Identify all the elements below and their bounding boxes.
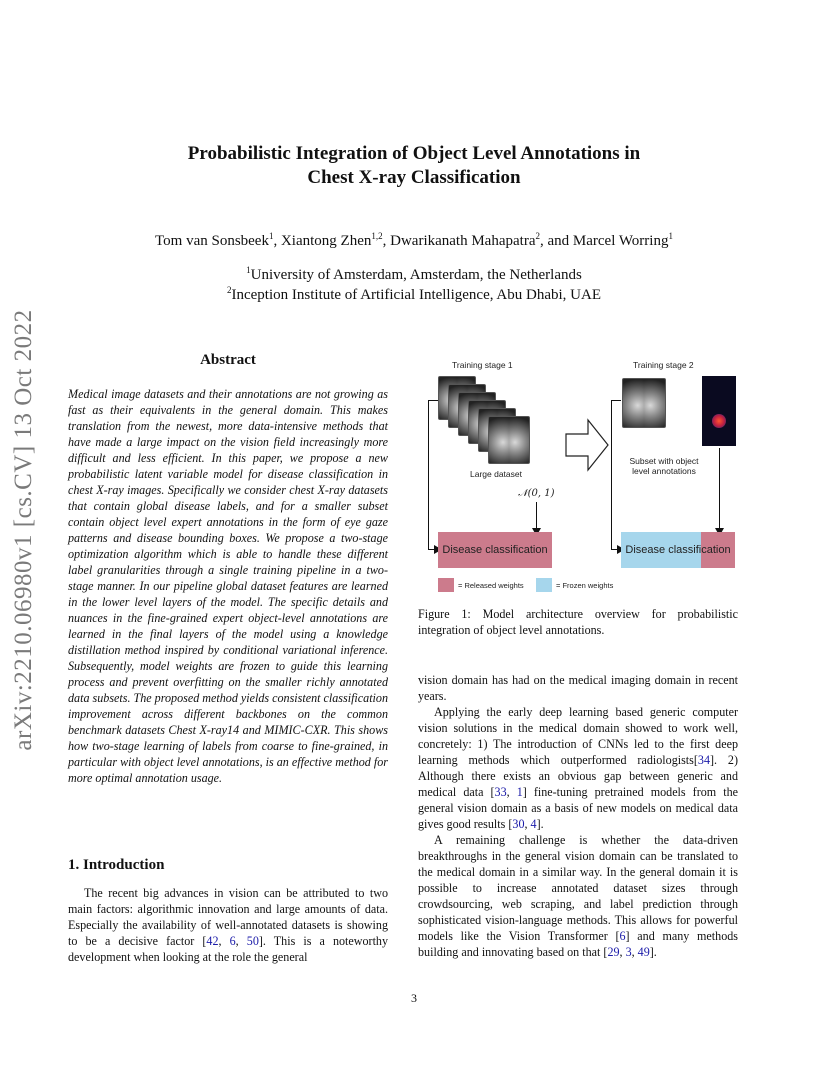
separator: , — [506, 785, 517, 799]
citation-link[interactable]: 49 — [637, 945, 650, 959]
citation-link[interactable]: 1 — [516, 785, 523, 799]
affiliation-2 — [120, 285, 708, 305]
connector-line — [611, 400, 612, 550]
section-heading-introduction: 1. Introduction — [68, 857, 165, 873]
text-segment: Applying the early deep learning based generic computer vision solutions in the medical domain showed to work well, concretely: 1) The introduction of CNNs led to the first deep learning methods which outperformed radiologists[ — [418, 705, 738, 767]
paragraph-applying — [418, 704, 738, 832]
subset-label — [624, 456, 704, 476]
stage-1-label: Training stage 1 — [452, 360, 513, 370]
right-column-text — [418, 672, 738, 960]
author-3: , Dwarikanath Mahapatra — [382, 233, 536, 249]
author-4-affil: 1 — [668, 231, 673, 241]
connector-line — [428, 400, 438, 401]
intro-text-a: The recent big advances in vision can be attributed to two main factors: algorithmic innovation and large amounts of data. Especially the availability of well-annotated datasets is showing to be a decisive factor [ — [68, 886, 388, 948]
disease-classification-box-stage-1: Disease classification — [438, 532, 552, 568]
paragraph-challenge — [418, 832, 738, 960]
abstract-heading: Abstract — [200, 352, 256, 368]
author-1-affil: 1 — [268, 231, 274, 241]
stage-arrow-icon — [564, 418, 610, 472]
citation-link[interactable]: 6 — [229, 934, 236, 948]
gaze-heatmap-image — [702, 376, 736, 446]
connector-line — [719, 448, 720, 532]
separator: , — [631, 945, 638, 959]
citation-link[interactable]: 4 — [530, 817, 537, 831]
text-segment: ] fine-tuning pretrained models from the general vision domain as a basis of new models on medical data gives good results [ — [418, 785, 739, 831]
title-line-1: Probabilistic Integration of Object Level Annotations in — [187, 143, 641, 164]
figure-caption: Figure 1: Model architecture overview for probabilistic integration of object level annotations. — [418, 607, 738, 637]
citation-link[interactable]: 34 — [697, 753, 710, 767]
affiliation-1-text: University of Amsterdam, Amsterdam, the Netherlands — [250, 267, 582, 283]
separator: , — [619, 945, 626, 959]
author-2-affil: 1,2 — [371, 231, 383, 241]
connector-line — [611, 400, 621, 401]
figure-1 — [418, 356, 748, 596]
affiliation-1 — [120, 265, 708, 285]
author-list — [80, 233, 748, 250]
connector-line — [428, 400, 429, 550]
title-line-2: Chest X-ray Classification — [307, 167, 521, 188]
intro-text-b: ]. This is a noteworthy development when looking at the role the general — [68, 934, 389, 964]
separator: , — [218, 934, 230, 948]
text-segment: A remaining challenge is whether the data-driven breakthroughs in the general vision domain can be translated to the medical domain in a similar way. In the general domain it is possible to increase annotated dataset sizes through crowdsourcing, web scraping, and label prediction through sophisticated vision-language methods. This allows for powerful models like the Vision Transformer [ — [418, 833, 738, 943]
paragraph-continuation: vision domain has had on the medical imaging domain in recent years. — [418, 673, 738, 703]
citation-link[interactable]: 29 — [607, 945, 620, 959]
text-segment: ]. — [649, 945, 657, 959]
xray-image — [488, 416, 530, 464]
citation-link[interactable]: 30 — [512, 817, 525, 831]
paper-title — [120, 142, 708, 190]
abstract-text: Medical image datasets and their annotations are not growing as fast as their equivalents in the general domain. This makes translation from the newest, more data-intensive methods that have made a large impact on the vision field increasingly more difficult and less efficient. In this paper, we propose a new probabilistic latent variable model for disease classification in chest X-ray images. Specifically we consider chest X-ray datasets that contain global disease labels, and for a smaller subset contain object level expert annotations in the form of eye gaze patterns and disease bounding boxes. We propose a two-stage optimization algorithm which is able to handle these different label granularities through a single training pipeline in a two-stage manner. In our pipeline global dataset features are learned in the lower level layers of the model. The specific details and nuances in the fine-grained expert object-level annotations are learned in the final layers of the model using a knowledge distillation method inspired by conditional variational inference. Subsequently, model weights are frozen to guide this learning process and prevent overfitting on the smaller richly annotated data subsets. The proposed method yields consistent classification improvement across different backbones on the common benchmark datasets Chest X-ray14 and MIMIC-CXR. This shows how two-stage learning of labels from coarse to fine-grained, in particular with object level annotations, is an effective method for more optimal annotation usage. — [68, 387, 389, 785]
citation-link[interactable]: 42 — [206, 934, 219, 948]
intro-paragraph — [68, 885, 388, 965]
affiliation-2-text: Inception Institute of Artificial Intelligence, Abu Dhabi, UAE — [231, 287, 601, 303]
stage-2-label: Training stage 2 — [633, 360, 694, 370]
disease-classification-box-stage-2: Disease classification — [621, 532, 735, 568]
separator: , — [524, 817, 531, 831]
text-segment: ]. 2) Although there exists an obvious gap between generic and medical data [ — [418, 753, 738, 799]
legend-swatch-frozen — [536, 578, 552, 592]
page-number: 3 — [411, 991, 417, 1005]
affiliation-2-mark: 2 — [227, 285, 232, 295]
affiliations — [120, 265, 708, 305]
text-segment: ]. — [536, 817, 544, 831]
text-segment: ] and many methods building and innovating based on that [ — [418, 929, 738, 959]
author-2: , Xiantong Zhen — [273, 233, 372, 249]
citation-link[interactable]: 3 — [625, 945, 632, 959]
author-1: Tom van Sonsbeek — [155, 233, 269, 249]
citation-link[interactable]: 33 — [494, 785, 507, 799]
xray-image — [622, 378, 666, 428]
legend-swatch-released — [438, 578, 454, 592]
citation-link[interactable]: 6 — [619, 929, 626, 943]
legend-frozen-label: = Frozen weights — [556, 581, 614, 590]
author-3-affil: 2 — [535, 231, 540, 241]
citation-link[interactable]: 50 — [246, 934, 259, 948]
large-dataset-label: Large dataset — [470, 469, 522, 479]
arxiv-identifier: arXiv:2210.06980v1 [cs.CV] 13 Oct 2022 — [10, 309, 37, 751]
normal-distribution-label: 𝒩(0, 1) — [518, 488, 555, 499]
affiliation-1-mark: 1 — [246, 265, 251, 275]
separator: , — [235, 934, 247, 948]
subset-label-line-1: Subset with object — [629, 456, 699, 466]
subset-label-line-2: level annotations — [632, 466, 696, 476]
author-4: , and Marcel Worring — [539, 233, 669, 249]
legend-released-label: = Released weights — [458, 581, 524, 590]
